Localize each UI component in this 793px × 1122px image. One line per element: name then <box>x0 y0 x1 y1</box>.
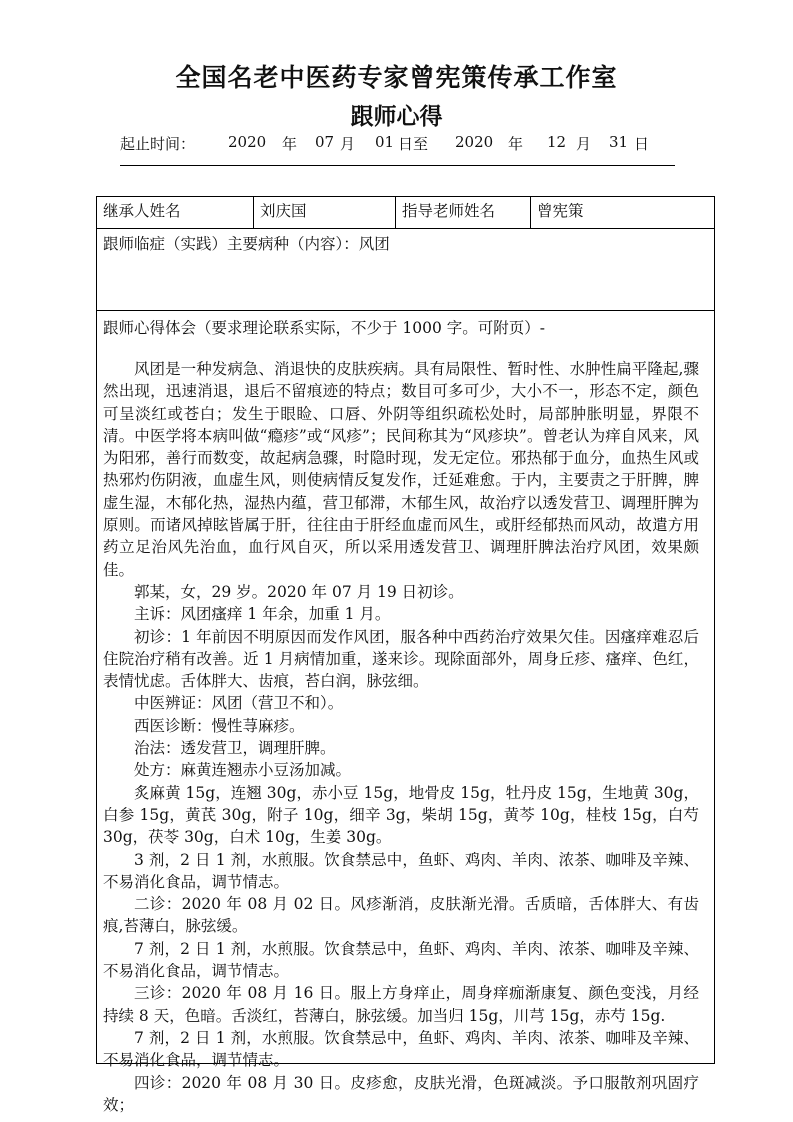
name-row <box>97 197 714 229</box>
end-month-unit: 月 <box>576 135 592 153</box>
experience-content <box>103 358 699 1116</box>
paragraph-dosage-2: 7 剂，2 日 1 剂，水煎服。饮食禁忌中，鱼虾、鸡肉、羊肉、浓茶、咖啡及辛辣、不易消化食品，调节情志。 <box>103 939 699 981</box>
document-title: 全国名老中医药专家曾宪策传承工作室 <box>175 63 618 92</box>
end-day: 31 <box>609 133 629 151</box>
end-month: 12 <box>547 133 567 151</box>
record-form <box>96 196 715 1114</box>
paragraph-treatment: 治法：透发营卫，调理肝脾。 <box>134 739 336 758</box>
disease-row <box>97 228 714 311</box>
start-year-unit: 年 <box>282 135 298 153</box>
paragraph-prescription: 处方：麻黄连翘赤小豆汤加减。 <box>134 761 352 780</box>
end-year-unit: 年 <box>508 135 524 153</box>
document-subtitle: 跟师心得 <box>350 103 443 130</box>
paragraph-fourth-visit: 四诊：2020 年 08 月 30 日。皮疹愈，皮肤光滑，色斑减淡。予口服散剂巩固疗效； <box>103 1073 699 1114</box>
paragraph-intro: 风团是一种发病急、消退快的皮肤疾病。具有局限性、暂时性、水肿性扁平隆起,骤然出现，迅速消退，退后不留痕迹的特点；数目可多可少，大小不一，形态不定，颜色可呈淡红或苍白；发生于眼睑、口唇、外阴等组织疏松处时，局部肿胀明显，界限不清。中医学将本病叫做“瘾疹”或“风疹”；民间称其为“风疹块”。曾老认为痒自风来，风为阳邪，善行而数变，故起病急骤，时隐时现，发无定位。邪热郁于血分，血热生风或热邪灼伤阴液，血虚生风，则使病情反复发作，迁延难愈。于内，主要责之于肝脾，脾虚生湿，木郁化热，湿热内蕴，营卫郁滞，木郁生风，故治疗以透发营卫、调理肝脾为原则。而诸风掉眩皆属于肝，往往由于肝经血虚而风生，或肝经郁热而风动，故遣方用药立足治风先治血，血行风自灭，所以采用透发营卫、调理肝脾法治疗风团，效果颇佳。 <box>103 360 699 579</box>
paragraph-complaint: 主诉：风团瘙痒 1 年余，加重 1 月。 <box>134 605 391 624</box>
paragraph-third-visit: 三诊：2020 年 08 月 16 日。服上方身痒止，周身痒痂渐康复、颜色变浅，月经持续 8 天，色暗。舌淡红，苔薄白，脉弦缓。加当归 15g，川芎 15g，赤芍 15g. <box>103 984 699 1025</box>
start-month-unit: 月 <box>340 135 356 153</box>
period-label: 起止时间： <box>120 135 196 153</box>
end-day-unit: 日 <box>634 135 650 153</box>
experience-row <box>97 310 714 1114</box>
paragraph-second-visit: 二诊：2020 年 08 月 02 日。风疹渐消，皮肤渐光滑。舌质暗，舌体胖大、有齿痕,苔薄白，脉弦缓。 <box>103 895 699 936</box>
start-day-unit: 日至 <box>398 135 429 153</box>
inheritor-name: 刘庆国 <box>254 197 396 228</box>
inheritor-label: 继承人姓名 <box>97 197 254 228</box>
start-day: 01 <box>375 133 395 151</box>
paragraph-dosage-1: 3 剂，2 日 1 剂，水煎服。饮食禁忌中，鱼虾、鸡肉、羊肉、浓茶、咖啡及辛辣、不易消化食品，调节情志。 <box>103 850 699 891</box>
paragraph-herbs: 炙麻黄 15g，连翘 30g，赤小豆 15g，地骨皮 15g，牡丹皮 15g，生地黄 30g，白参 15g，黄芪 30g，附子 10g，细辛 3g，柴胡 15g，黄芩 10g，桂枝 15g，白芍 30g，茯苓 30g，白术 10g，生姜 30g。 <box>103 783 699 847</box>
start-year: 2020 <box>228 133 267 151</box>
paragraph-dosage-3: 7 剂，2 日 1 剂，水煎服。饮食禁忌中，鱼虾、鸡肉、羊肉、浓茶、咖啡及辛辣、不易消化食品，调节情志。 <box>103 1028 699 1070</box>
start-month: 07 <box>315 133 335 151</box>
header-divider <box>120 165 675 166</box>
teacher-label: 指导老师姓名 <box>396 197 531 228</box>
paragraph-western-diagnosis: 西医诊断：慢性荨麻疹。 <box>134 716 305 735</box>
experience-label: 跟师心得体会（要求理论联系实际，不少于 1000 字。可附页）- <box>103 319 546 337</box>
disease-label: 跟师临症（实践）主要病种（内容）：风团 <box>103 235 390 253</box>
paragraph-tcm-diagnosis: 中医辨证：风团（营卫不和）。 <box>134 694 344 713</box>
end-year: 2020 <box>455 133 494 151</box>
paragraph-first-visit: 初诊：1 年前因不明原因而发作风团，服各种中西药治疗效果欠佳。因瘙痒难忍后住院治疗稍有改善。近 1 月病情加重，遂来诊。现除面部外，周身丘疹、瘙痒、色红，表情忧虑。舌体胖大、齿痕，苔白润，脉弦细。 <box>103 627 699 691</box>
teacher-name: 曾宪策 <box>537 202 584 220</box>
paragraph-patient: 郭某，女，29 岁。2020 年 07 月 19 日初诊。 <box>134 582 464 601</box>
